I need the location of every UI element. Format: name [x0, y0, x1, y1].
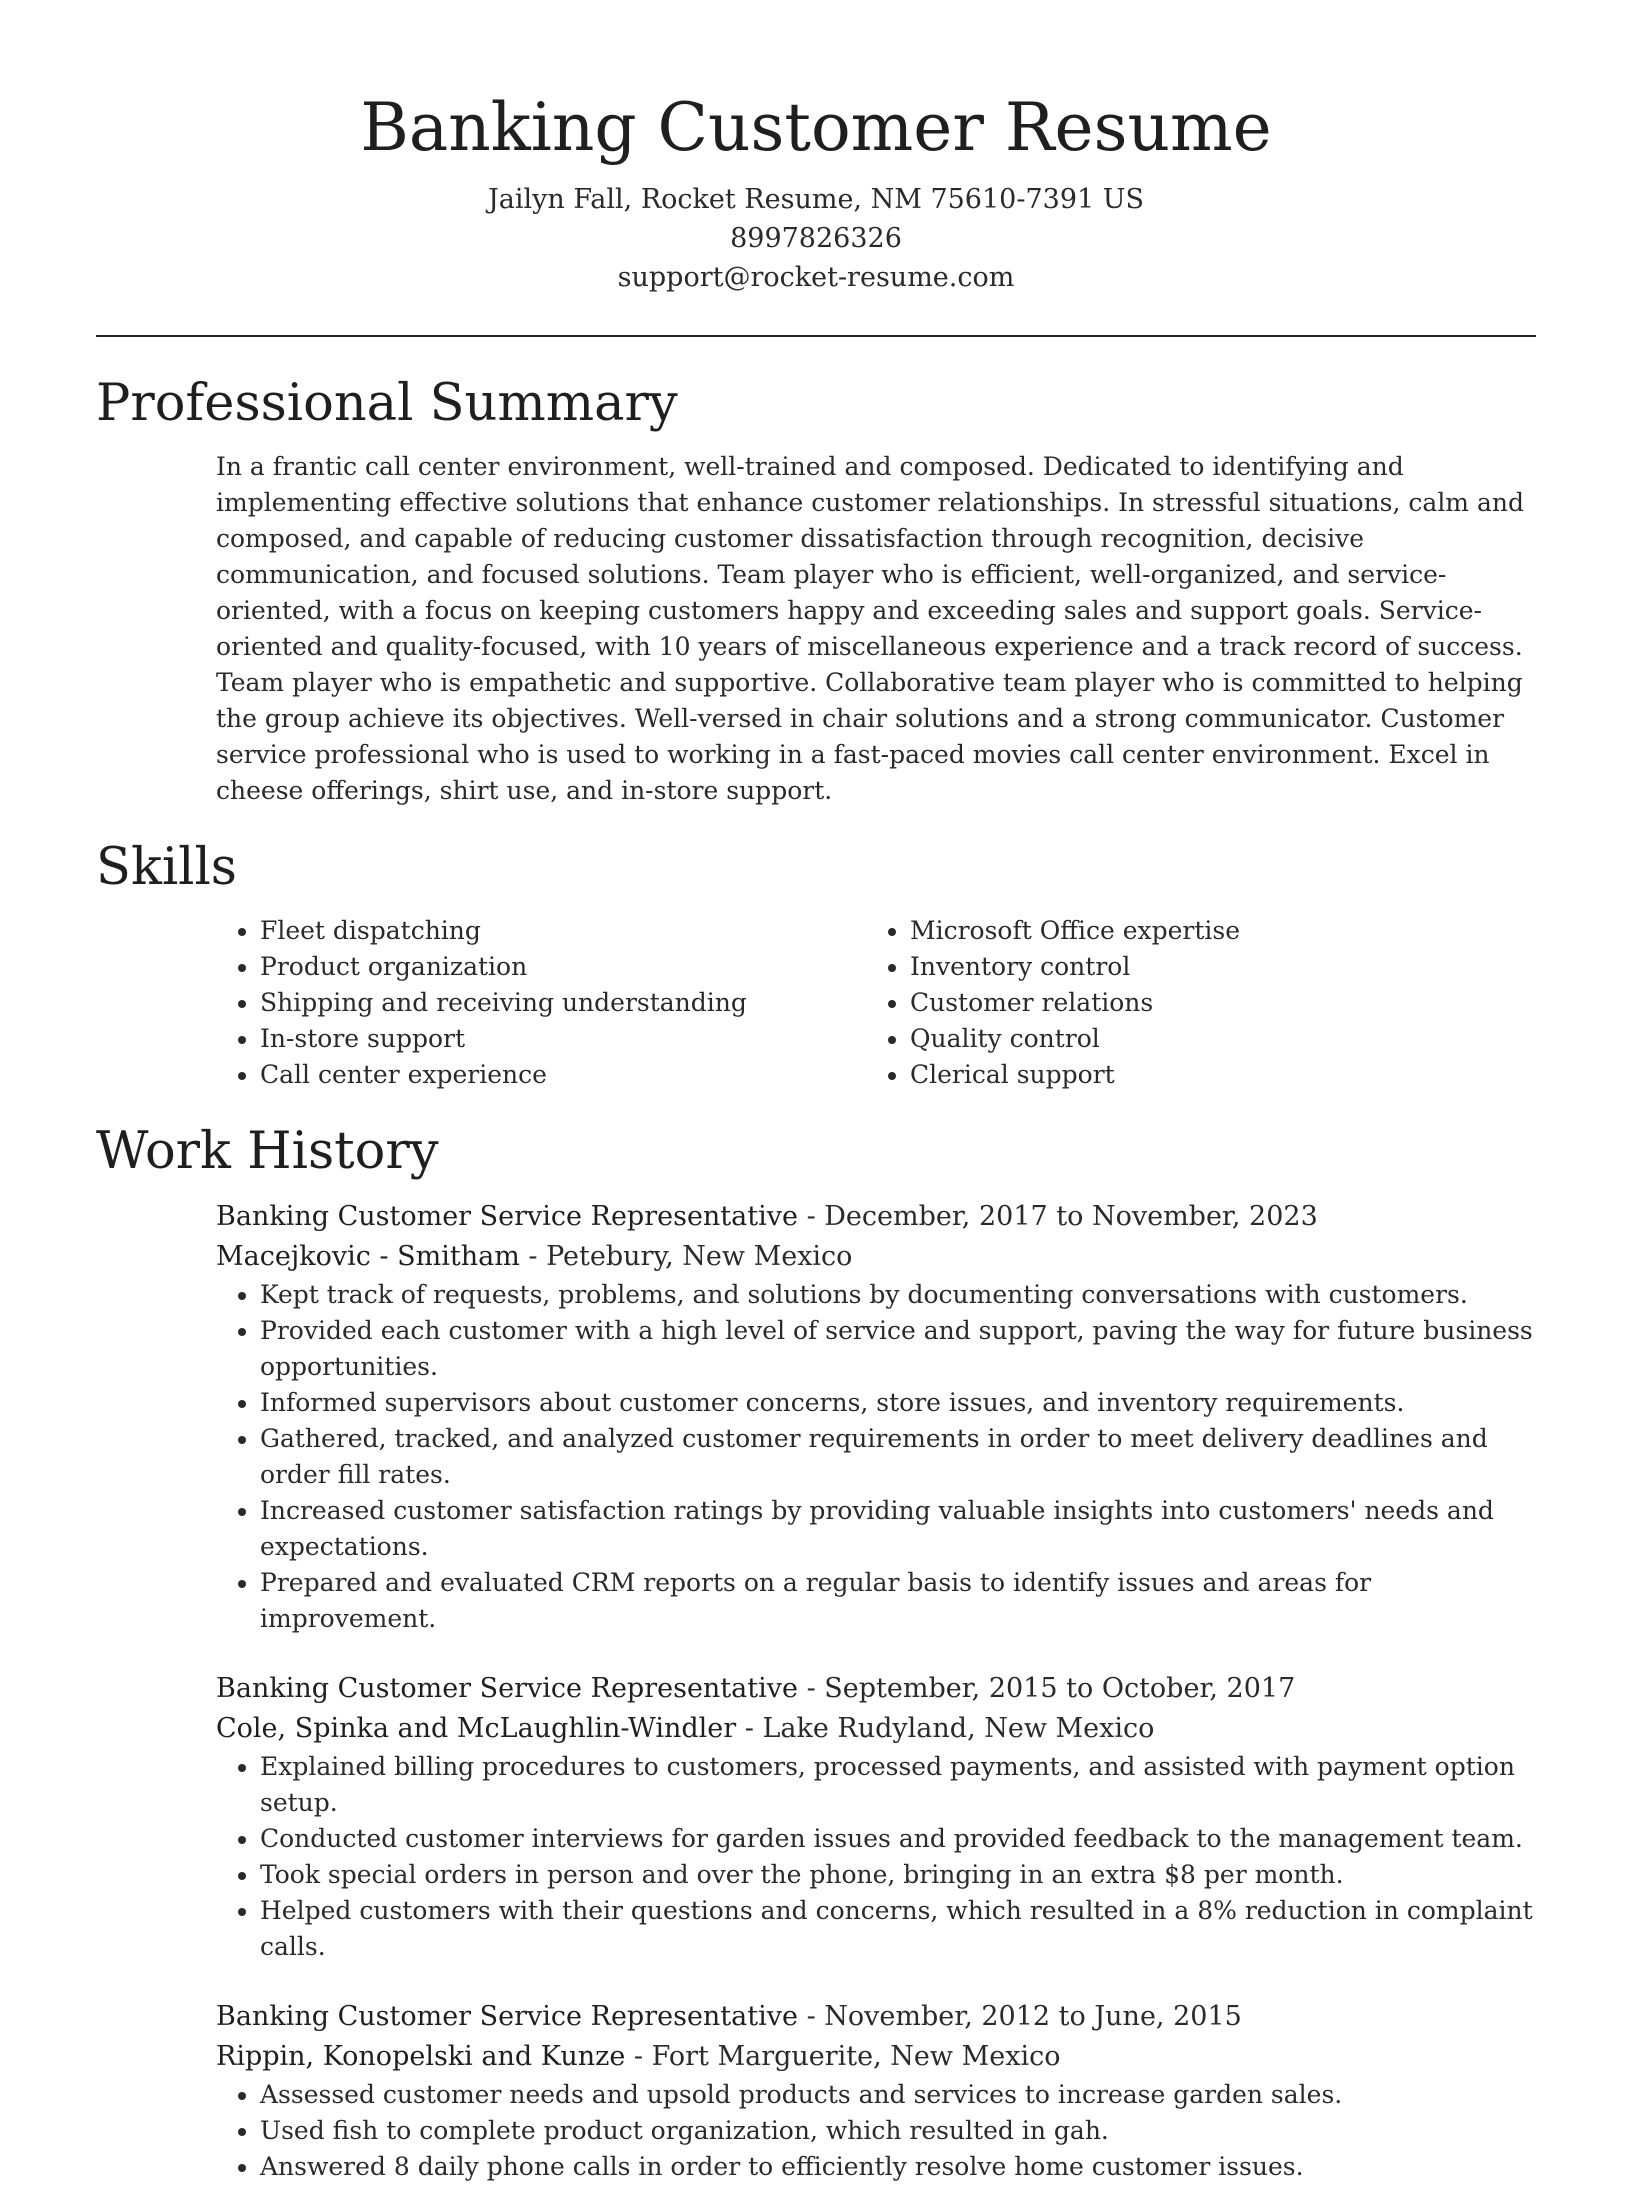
job-entry [216, 1669, 1536, 1965]
job-bullet-list [216, 2077, 1536, 2185]
job-company-line [216, 2037, 1536, 2077]
skill-item: • Inventory control [910, 949, 1516, 985]
skills-column-left [216, 913, 866, 1093]
job-bullet-list [216, 1749, 1536, 1965]
skills-column-right [866, 913, 1516, 1093]
job-bullet: • Increased customer satisfaction ratings by providing valuable insights into customers' needs and expectations. [260, 1493, 1536, 1565]
skill-item: • Clerical support [910, 1057, 1516, 1093]
job-bullet: • Answered 8 daily phone calls in order to efficiently resolve home customer issues. [260, 2149, 1536, 2185]
job-location: - Petebury, New Mexico [519, 1241, 853, 1272]
job-entry [216, 1197, 1536, 1637]
resume-title: Banking Customer Resume [360, 89, 1272, 166]
job-title-line [216, 1197, 1536, 1237]
job-company: Rippin, Konopelski and Kunze [216, 2041, 626, 2072]
job-title-line [216, 1669, 1536, 1709]
job-bullet: • Informed supervisors about customer concerns, store issues, and inventory requirements. [260, 1385, 1536, 1421]
job-bullet: • Took special orders in person and over the phone, bringing in an extra $8 per month. [260, 1857, 1536, 1893]
skill-item: • Fleet dispatching [260, 913, 866, 949]
job-title: Banking Customer Service Representative [216, 1201, 798, 1232]
job-bullet: • Explained billing procedures to customers, processed payments, and assisted with payment option setup. [260, 1749, 1536, 1821]
job-company-line [216, 1237, 1536, 1277]
skill-item: • Microsoft Office expertise [910, 913, 1516, 949]
section-heading-work: Work History [96, 1122, 439, 1181]
job-company: Macejkovic - Smitham [216, 1241, 520, 1272]
skill-item: • Customer relations [910, 985, 1516, 1021]
work-history-section [96, 1121, 1536, 2185]
job-dates: - November, 2012 to June, 2015 [797, 2001, 1242, 2032]
summary-text: In a frantic call center environment, well-trained and composed. Dedicated to identifying and implementing effective solutions that enhance customer relationships. In stressful situations, calm and composed, and capable of reducing customer dissatisfaction through recognition, decisive communication, and focused solutions. Team player who is efficient, well-organized, and service-oriented, with a focus on keeping customers happy and exceeding sales and support goals. Service-oriented and quality-focused, with 10 years of miscellaneous experience and a track record of success. Team player who is empathetic and supportive. Collaborative team player who is committed to helping the group achieve its objectives. Well-versed in chair solutions and a strong communicator. Customer service professional who is used to working in a fast-paced movies call center environment. Excel in cheese offerings, shirt use, and in-store support. [216, 452, 1524, 805]
section-heading-summary: Professional Summary [96, 374, 678, 433]
job-bullet: • Assessed customer needs and upsold products and services to increase garden sales. [260, 2077, 1536, 2113]
job-bullet-list [216, 1277, 1536, 1637]
skill-item: • Shipping and receiving understanding [260, 985, 866, 1021]
job-bullet: • Conducted customer interviews for garden issues and provided feedback to the management team. [260, 1821, 1536, 1857]
job-company-line [216, 1709, 1536, 1749]
skill-item: • Call center experience [260, 1057, 866, 1093]
contact-info [96, 180, 1536, 297]
job-bullet: • Helped customers with their questions and concerns, which resulted in a 8% reduction in complaint calls. [260, 1893, 1536, 1965]
job-bullet: • Prepared and evaluated CRM reports on a regular basis to identify issues and areas for improvement. [260, 1565, 1536, 1637]
contact-phone: 8997826326 [730, 223, 902, 254]
skill-item: • Product organization [260, 949, 866, 985]
job-entry [216, 1997, 1536, 2185]
header-divider [96, 335, 1536, 337]
section-heading-skills: Skills [96, 838, 237, 897]
contact-email: support@rocket-resume.com [617, 262, 1015, 293]
resume-header [96, 0, 1536, 297]
job-company: Cole, Spinka and McLaughlin-Windler [216, 1713, 737, 1744]
job-bullet: • Provided each customer with a high level of service and support, paving the way for future business opportunities. [260, 1313, 1536, 1385]
job-dates: - December, 2017 to November, 2023 [797, 1201, 1318, 1232]
professional-summary-section [96, 373, 1536, 809]
job-location: - Fort Marguerite, New Mexico [625, 2041, 1061, 2072]
job-title: Banking Customer Service Representative [216, 2001, 798, 2032]
job-title: Banking Customer Service Representative [216, 1673, 798, 1704]
job-location: - Lake Rudyland, New Mexico [736, 1713, 1155, 1744]
job-dates: - September, 2015 to October, 2017 [797, 1673, 1296, 1704]
contact-address: Jailyn Fall, Rocket Resume, NM 75610-7391 US [487, 184, 1145, 215]
job-title-line [216, 1997, 1536, 2037]
skills-grid [216, 913, 1536, 1093]
job-bullet: • Kept track of requests, problems, and solutions by documenting conversations with customers. [260, 1277, 1536, 1313]
skill-item: • Quality control [910, 1021, 1516, 1057]
skills-section [96, 837, 1536, 1093]
skill-item: • In-store support [260, 1021, 866, 1057]
job-bullet: • Used fish to complete product organization, which resulted in gah. [260, 2113, 1536, 2149]
job-bullet: • Gathered, tracked, and analyzed customer requirements in order to meet delivery deadlines and order fill rates. [260, 1421, 1536, 1493]
